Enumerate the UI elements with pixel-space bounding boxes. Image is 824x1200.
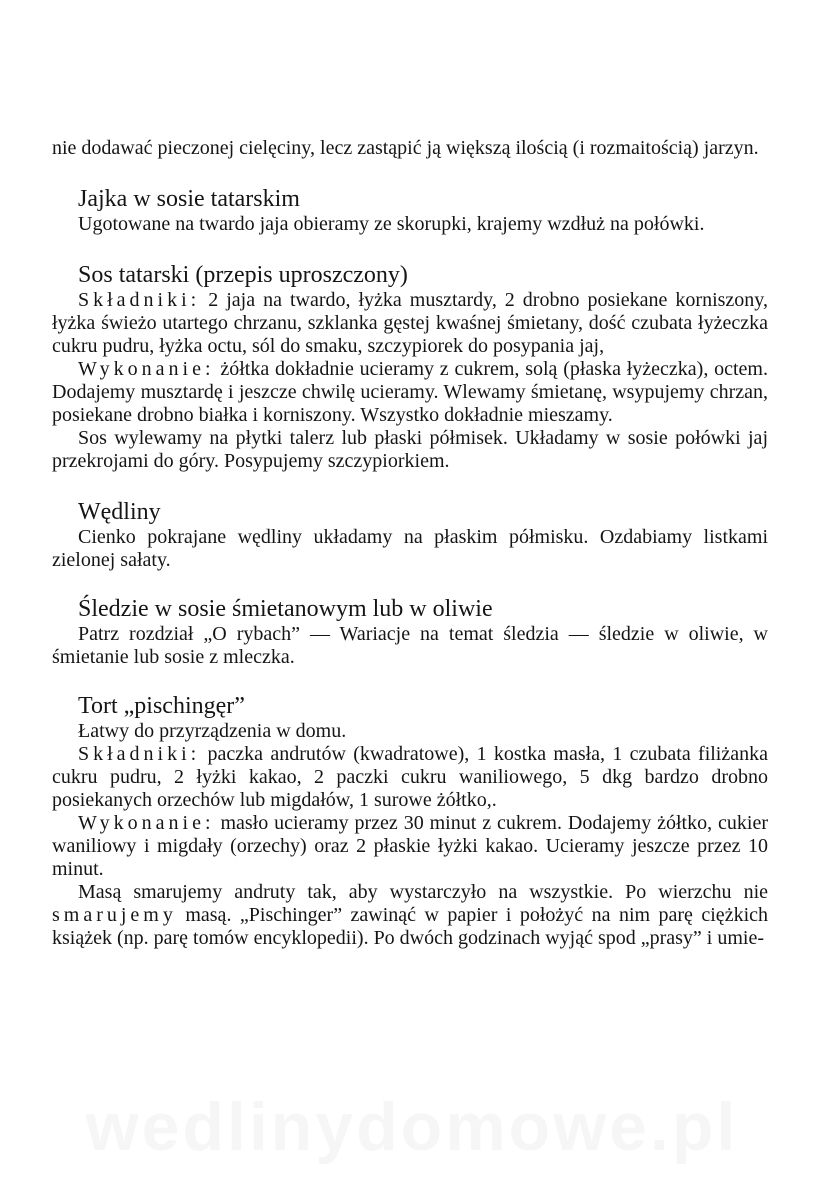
paragraph-sos-ingredients <box>52 289 768 358</box>
label-wykonanie: Wykonanie: <box>78 812 215 834</box>
paragraph-wedliny: Cienko pokrajane wędliny układamy na płaskim półmisku. Ozdabiamy listkami zielonej sałaty. <box>52 526 768 571</box>
text-tort-finish-spaced: smarujemy <box>52 904 177 926</box>
heading-jajka-w-sosie-tatarskim: Jajka w sosie tatarskim <box>78 186 300 212</box>
label-wykonanie: Wykonanie: <box>78 358 215 380</box>
paragraph-tort-intro: Łatwy do przyrządzenia w domu. <box>78 720 347 742</box>
paragraph-tort-ingredients <box>52 743 768 812</box>
paragraph-jajka: Ugotowane na twardo jaja obieramy ze skorupki, krajemy wzdłuż na połówki. <box>78 213 705 235</box>
text-tort-finish-b: masą. „Pischinger” zawinąć w papier i położyć na nim parę ciężkich książek (np. parę tomów encyklopedii). Po dwóch godzinach wyjąć spod „prasy” i umie- <box>52 904 768 949</box>
watermark: wedlinydomowe.pl <box>85 1089 739 1165</box>
text-sos-ingredients: 2 jaja na twardo, łyżka musztardy, 2 drobno posiekane korniszony, łyżka świeżo utartego chrzanu, szklanka gęstej kwaśnej śmietany, dość czubata łyżeczka cukru pudru, łyżka octu, sól do smaku, szczypiorek do posypania jaj, <box>52 289 769 357</box>
heading-wedliny: Wędliny <box>78 499 161 525</box>
label-skladniki: Składniki: <box>78 743 201 765</box>
text-tort-ingredients: paczka andrutów (kwadratowe), 1 kostka masła, 1 czubata filiżanka cukru pudru, 2 łyżki kakao, 2 paczki cukru waniliowego, 5 dkg bardzo drobno posiekanych orzechów lub migdałów, 1 surowe żółtko,. <box>52 743 768 811</box>
paragraph-tort-finish <box>52 881 768 950</box>
page-content <box>52 137 768 950</box>
paragraph-sos-execution <box>52 358 768 427</box>
text-tort-execution: masło ucieramy przez 30 minut z cukrem. Dodajemy żółtko, cukier waniliowy i migdały (orzechy) oraz 2 płaskie łyżki kakao. Ucieramy jeszcze przez 10 minut. <box>52 812 768 880</box>
text-tort-finish-a: Masą smarujemy andruty tak, aby wystarczyło na wszystkie. Po wierzchu nie <box>78 881 768 903</box>
heading-sledzie: Śledzie w sosie śmietanowym lub w oliwie <box>78 596 493 622</box>
text-sos-execution: żółtka dokładnie ucieramy z cukrem, solą (płaska łyżeczka), octem. Dodajemy musztardę i jeszcze chwilę ucieramy. Wlewamy śmietanę, wsypujemy chrzan, posiekane drobno białka i korniszony. Wszystko dokładnie mieszamy. <box>52 358 768 426</box>
paragraph-sledzie: Patrz rozdział „O rybach” — Wariacje na temat śledzia — śledzie w oliwie, w śmietanie lub sosie z mleczka. <box>52 623 768 668</box>
intro-paragraph: nie dodawać pieczonej cielęciny, lecz zastąpić ją większą ilością (i rozmaitością) jarzyn. <box>52 137 759 159</box>
paragraph-sos-serving: Sos wylewamy na płytki talerz lub płaski półmisek. Układamy w sosie połówki jaj przekrojami do góry. Posypujemy szczypiorkiem. <box>52 427 768 472</box>
paragraph-tort-execution <box>52 812 768 881</box>
label-skladniki: Składniki: <box>78 289 201 311</box>
heading-tort-pischinger: Tort „pischingęr” <box>78 693 245 719</box>
heading-sos-tatarski: Sos tatarski (przepis uproszczony) <box>78 262 408 288</box>
